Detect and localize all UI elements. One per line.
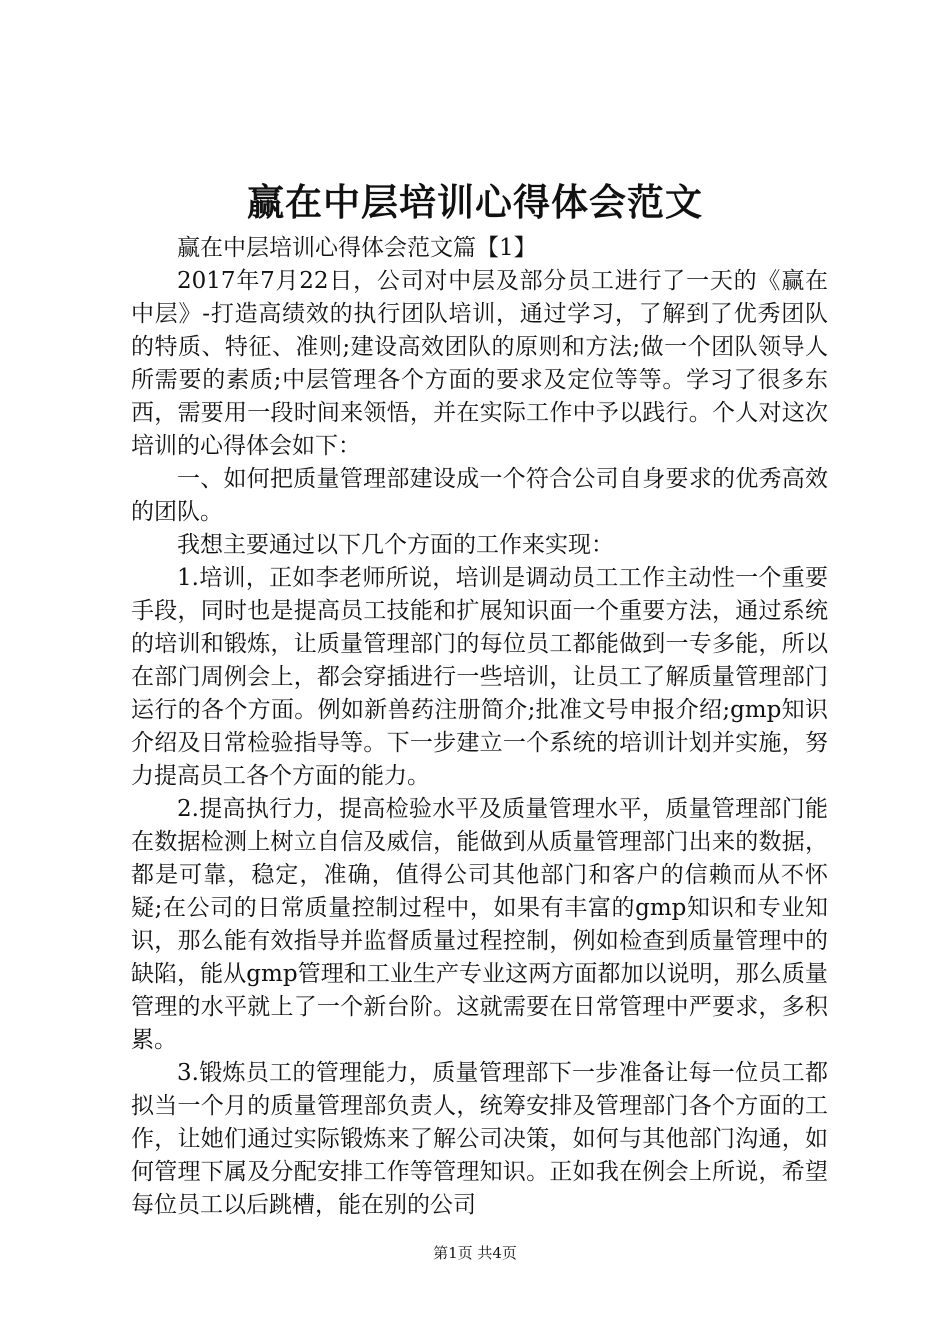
paragraph: 3.锻炼员工的管理能力，质量管理部下一步准备让每一位员工都拟当一个月的质量管理部负责人，统筹安排及管理部门各个方面的工作，让她们通过实际锻炼来了解公司决策，如何与其他部门沟通，如何管理下属及分配安排工作等管理知识。正如我在例会上所说，希望每位员工以后跳槽，能在别的公司 bbox=[131, 1060, 828, 1218]
paragraph: 1.培训，正如李老师所说，培训是调动员工工作主动性一个重要手段，同时也是提高员工技能和扩展知识面一个重要方法，通过系统的培训和锻炼，让质量管理部门的每位员工都能做到一专多能，所以在部门周例会上，都会穿插进行一些培训，让员工了解质量管理部门运行的各个方面。例如新兽药注册简介;批准文号申报介绍;gmp知识介绍及日常检验指导等。下一步建立一个系统的培训计划并实施，努力提高员工各个方面的能力。 bbox=[131, 565, 828, 789]
paragraph: 2.提高执行力，提高检验水平及质量管理水平，质量管理部门能在数据检测上树立自信及威信，能做到从质量管理部门出来的数据，都是可靠，稳定，准确，值得公司其他部门和客户的信赖而从不怀疑;在公司的日常质量控制过程中，如果有丰富的gmp知识和专业知识，那么能有效指导并监督质量过程控制，例如检查到质量管理中的缺陷，能从gmp管理和工业生产专业这两方面都加以说明，那么质量管理的水平就上了一个新台阶。这就需要在日常管理中严要求，多积累。 bbox=[131, 796, 828, 1053]
paragraph: 2017年7月22日，公司对中层及部分员工进行了一天的《赢在中层》-打造高绩效的执行团队培训，通过学习，了解到了优秀团队的特质、特征、准则;建设高效团队的原则和方法;做一个团队领导人所需要的素质;中层管理各个方面的要求及定位等等。学习了很多东西，需要用一段时间来领悟，并在实际工作中予以践行。个人对这次培训的心得体会如下： bbox=[131, 268, 828, 459]
document-title: 赢在中层培训心得体会范文 bbox=[247, 180, 703, 224]
document-body bbox=[131, 232, 828, 1222]
paragraph: 我想主要通过以下几个方面的工作来实现： bbox=[177, 532, 614, 558]
section-heading: 赢在中层培训心得体会范文篇【1】 bbox=[177, 235, 537, 261]
paragraph: 一、如何把质量管理部建设成一个符合公司自身要求的优秀高效的团队。 bbox=[131, 466, 828, 525]
page-number-footer: 第1页 共4页 bbox=[433, 1244, 517, 1262]
